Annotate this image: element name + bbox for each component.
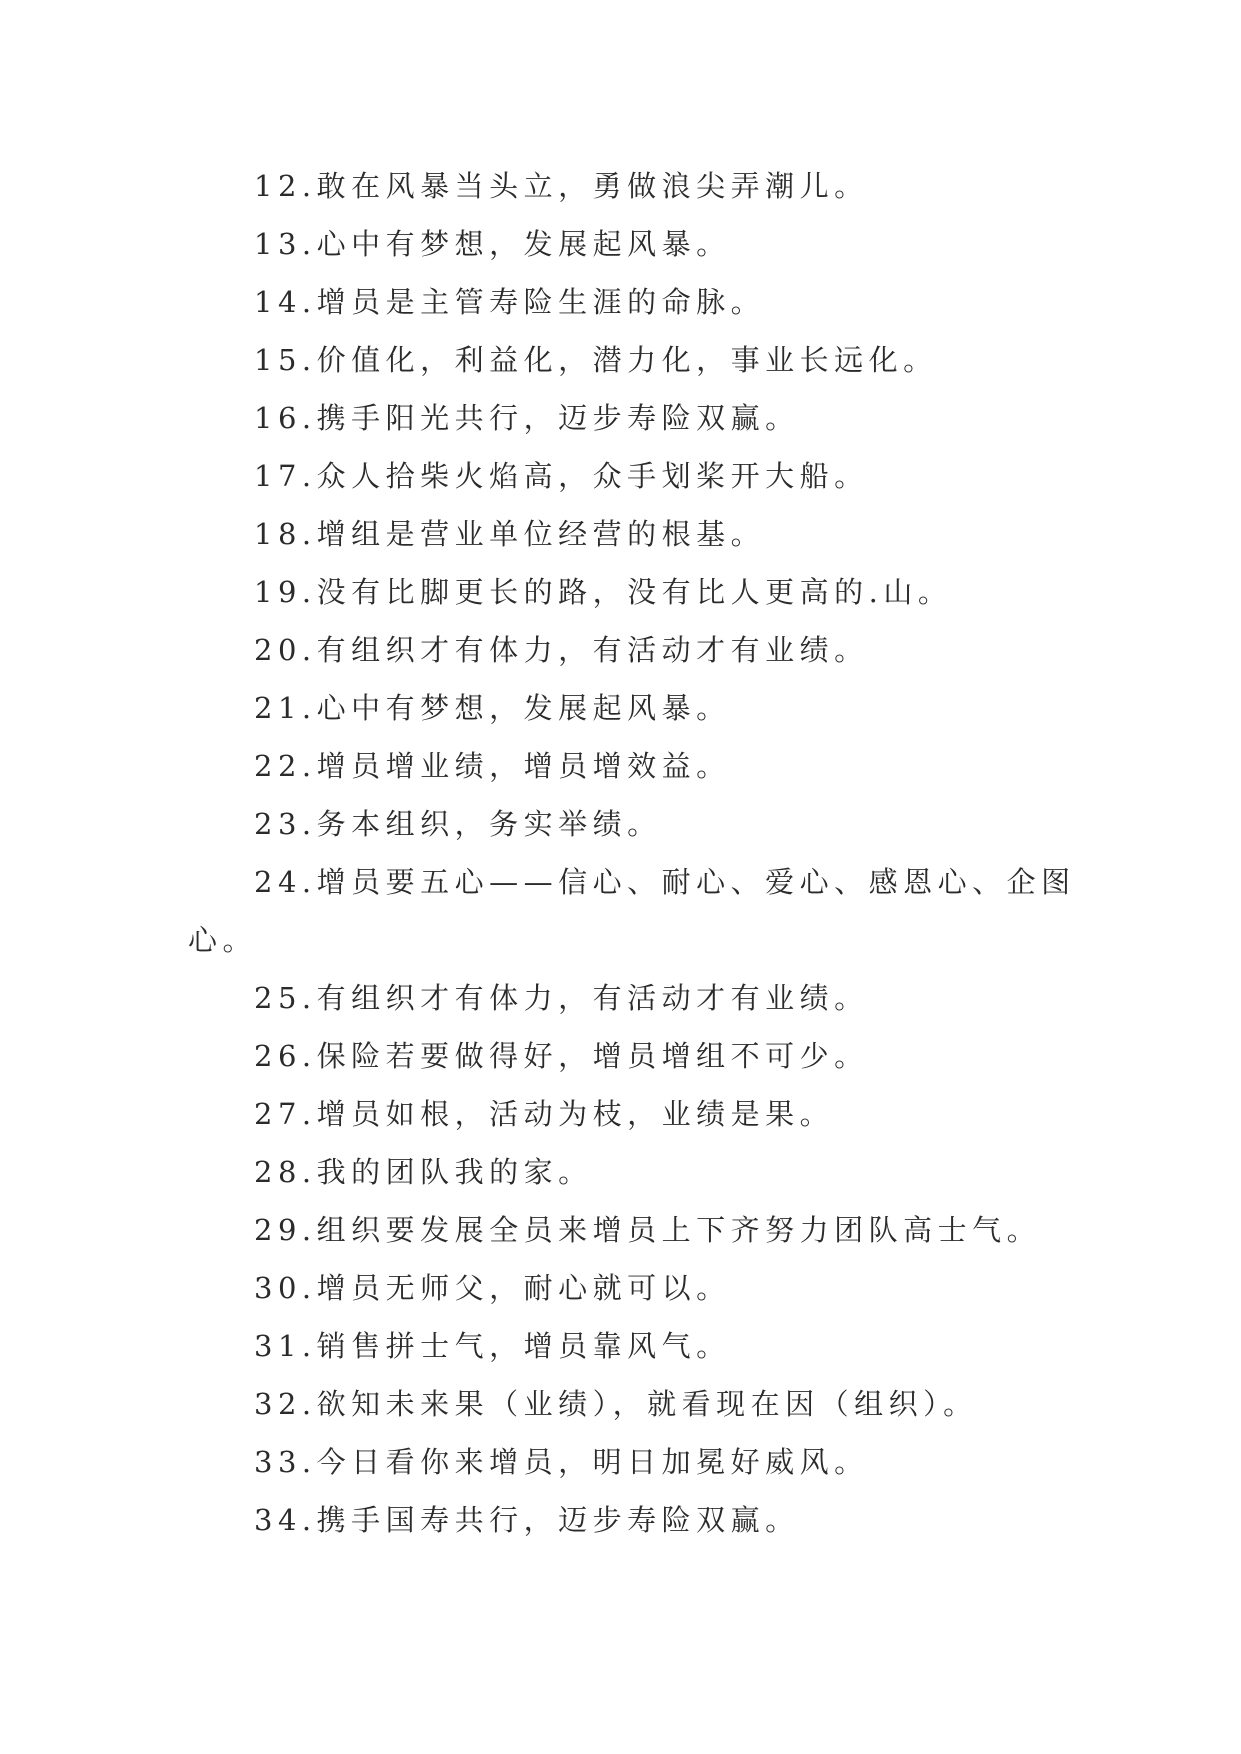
slogan-text: 携手阳光共行，迈步寿险双赢。 xyxy=(316,401,800,435)
slogan-line xyxy=(188,1259,1068,1317)
slogan-line xyxy=(188,795,1068,853)
slogan-number: 16. xyxy=(254,401,317,435)
slogan-line xyxy=(188,447,1068,505)
slogan-text: 有组织才有体力，有活动才有业绩。 xyxy=(316,981,869,1015)
slogan-list xyxy=(188,157,1076,1549)
slogan-number: 29. xyxy=(254,1213,317,1247)
slogan-line xyxy=(188,505,1068,563)
slogan-text: 我的团队我的家。 xyxy=(316,1155,593,1189)
slogan-number: 24. xyxy=(254,865,317,899)
slogan-number: 19. xyxy=(254,575,317,609)
slogan-number: 30. xyxy=(254,1271,317,1305)
slogan-number: 13. xyxy=(254,227,317,261)
slogan-text: 增组是营业单位经营的根基。 xyxy=(316,517,766,551)
slogan-line xyxy=(188,273,1068,331)
slogan-text: 增员要五心——信心、耐心、爱心、感恩心、企图 xyxy=(316,865,1076,899)
slogan-text: 心中有梦想，发展起风暴。 xyxy=(316,691,731,725)
slogan-number: 21. xyxy=(254,691,317,725)
slogan-line xyxy=(188,1201,1068,1259)
slogan-text: 保险若要做得好，增员增组不可少。 xyxy=(316,1039,869,1073)
slogan-number: 33. xyxy=(254,1445,317,1479)
slogan-text: 销售拼士气，增员靠风气。 xyxy=(316,1329,731,1363)
slogan-line xyxy=(188,215,1068,273)
slogan-line-continuation xyxy=(188,911,1068,969)
slogan-line xyxy=(188,1375,1068,1433)
slogan-text: 增员增业绩，增员增效益。 xyxy=(316,749,731,783)
slogan-number: 17. xyxy=(254,459,317,493)
slogan-number: 14. xyxy=(254,285,317,319)
slogan-text: 有组织才有体力，有活动才有业绩。 xyxy=(316,633,869,667)
slogan-number: 26. xyxy=(254,1039,317,1073)
slogan-text: 心中有梦想，发展起风暴。 xyxy=(316,227,731,261)
slogan-line xyxy=(188,1027,1068,1085)
slogan-number: 22. xyxy=(254,749,317,783)
slogan-line xyxy=(188,389,1068,447)
slogan-number: 18. xyxy=(254,517,317,551)
slogan-text: 携手国寿共行，迈步寿险双赢。 xyxy=(316,1503,800,1537)
slogan-text: 组织要发展全员来增员上下齐努力团队高士气。 xyxy=(316,1213,1042,1247)
slogan-number: 31. xyxy=(254,1329,317,1363)
slogan-line xyxy=(188,563,1068,621)
slogan-text: 众人拾柴火焰高，众手划桨开大船。 xyxy=(316,459,869,493)
slogan-line xyxy=(188,737,1068,795)
slogan-number: 12. xyxy=(254,169,317,203)
slogan-text: 增员无师父，耐心就可以。 xyxy=(316,1271,731,1305)
slogan-text: 敢在风暴当头立，勇做浪尖弄潮儿。 xyxy=(316,169,869,203)
slogan-number: 23. xyxy=(254,807,317,841)
slogan-line xyxy=(188,679,1068,737)
slogan-number: 20. xyxy=(254,633,317,667)
slogan-line xyxy=(188,621,1068,679)
slogan-number: 32. xyxy=(254,1387,317,1421)
slogan-text: 增员如根，活动为枝，业绩是果。 xyxy=(316,1097,835,1131)
slogan-line xyxy=(188,1085,1068,1143)
slogan-text: 价值化，利益化，潜力化，事业长远化。 xyxy=(316,343,938,377)
slogan-text: 没有比脚更长的路，没有比人更高的.山。 xyxy=(316,575,953,609)
slogan-line xyxy=(188,1491,1068,1549)
slogan-line xyxy=(188,1433,1068,1491)
slogan-text: 心。 xyxy=(188,923,258,957)
slogan-line xyxy=(188,1143,1068,1201)
slogan-line xyxy=(188,331,1068,389)
slogan-text: 增员是主管寿险生涯的命脉。 xyxy=(316,285,766,319)
slogan-number: 28. xyxy=(254,1155,317,1189)
slogan-line xyxy=(188,853,1076,911)
slogan-line xyxy=(188,1317,1068,1375)
slogan-text: 务本组织，务实举绩。 xyxy=(316,807,662,841)
slogan-number: 27. xyxy=(254,1097,317,1131)
slogan-number: 15. xyxy=(254,343,317,377)
slogan-line xyxy=(188,157,1068,215)
slogan-line xyxy=(188,969,1068,1027)
slogan-text: 今日看你来增员，明日加冕好威风。 xyxy=(316,1445,869,1479)
slogan-number: 25. xyxy=(254,981,317,1015)
slogan-number: 34. xyxy=(254,1503,317,1537)
slogan-text: 欲知未来果（业绩），就看现在因（组织）。 xyxy=(316,1387,978,1421)
